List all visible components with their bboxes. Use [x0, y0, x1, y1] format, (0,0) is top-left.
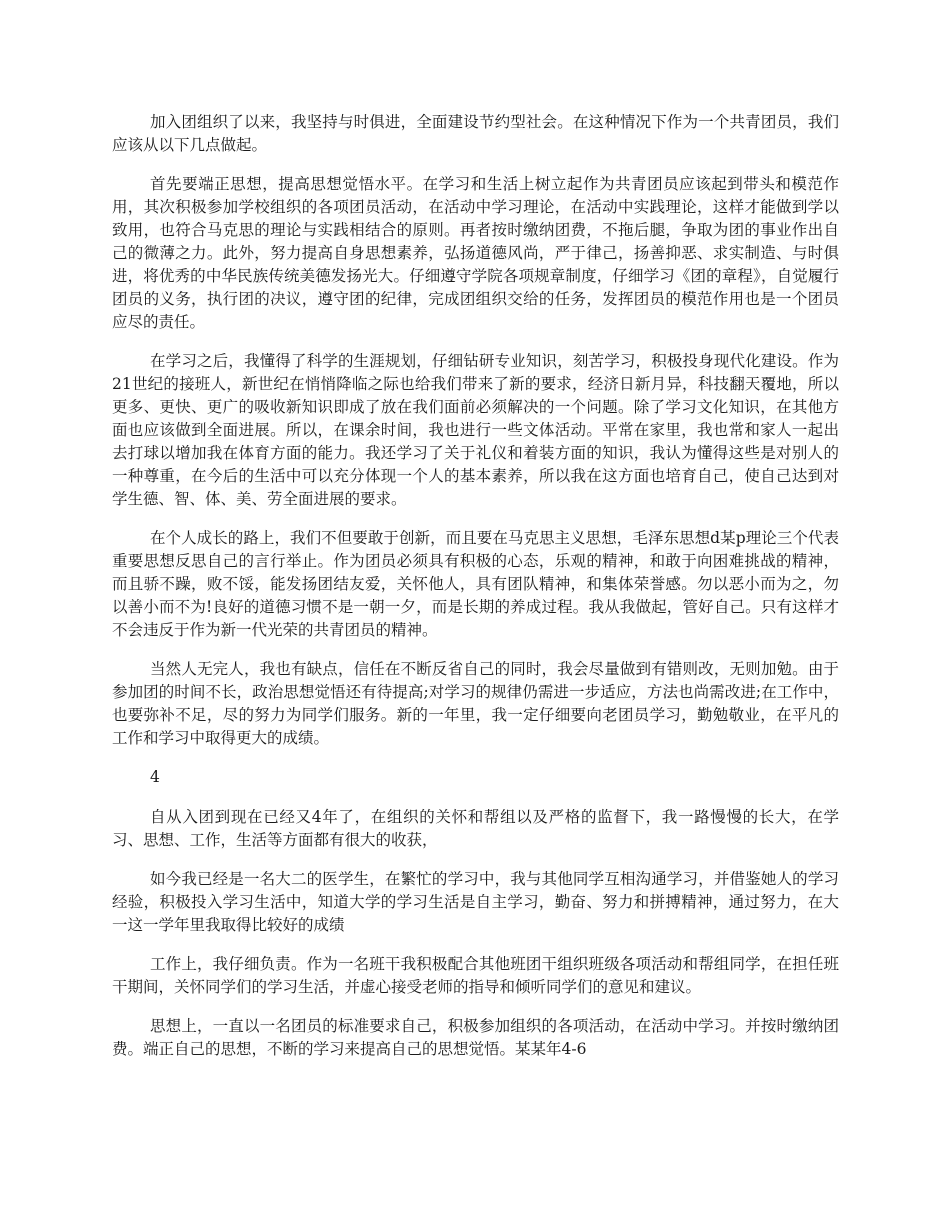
paragraph-6: 自从入团到现在已经又4年了，在组织的关怀和帮组以及严格的监督下，我一路慢慢的长大，在学习、思想、工作，生活等方面都有很大的收获， — [112, 808, 839, 849]
document-body — [112, 111, 839, 1077]
paragraph-3: 在学习之后，我懂得了科学的生涯规划，仔细钻研专业知识，刻苦学习，积极投身现代化建设。作为21世纪的接班人，新世纪在悄悄降临之际也给我们带来了新的要求，经济日新月异，科技翻天覆地，所以更多、更快、更广的吸收新知识即成了放在我们面前必须解决的一个问题。除了学习文化知识，在其他方面也应该做到全面进展。所以，在课余时间，我也进行一些文体活动。平常在家里，我也常和家人一起出去打球以增加我在体育方面的能力。我还学习了关于礼仪和着装方面的知识，我认为懂得这些是对别人的一种尊重，在今后的生活中可以充分体现一个人的基本素养，所以我在这方面也培育自己，使自己达到对学生德、智、体、美、劳全面进展的要求。 — [112, 352, 839, 508]
paragraph-7: 如今我已经是一名大二的医学生，在繁忙的学习中，我与其他同学互相沟通学习，并借鉴她人的学习经验，积极投入学习生活中，知道大学的学习生活是自主学习，勤奋、努力和拼搏精神，通过努力，在大一这一学年里我取得比较好的成绩 — [112, 870, 839, 934]
paragraph-9: 思想上，一直以一名团员的标准要求自己，积极参加组织的各项活动，在活动中学习。并按时缴纳团费。端正自己的思想，不断的学习来提高自己的思想觉悟。某某年4-6 — [112, 1017, 839, 1058]
section-number: 4 — [150, 768, 160, 786]
paragraph-1: 加入团组织了以来，我坚持与时俱进，全面建设节约型社会。在这种情况下作为一个共青团员，我们应该从以下几点做起。 — [112, 113, 839, 154]
paragraph-5: 当然人无完人，我也有缺点，信任在不断反省自己的同时，我会尽量做到有错则改，无则加勉。由于参加团的时间不长，政治思想觉悟还有待提高;对学习的规律仍需进一步适应，方法也尚需改进;在工作中，也要弥补不足，尽的努力为同学们服务。新的一年里，我一定仔细要向老团员学习，勤勉敬业，在平凡的工作和学习中取得更大的成绩。 — [112, 660, 839, 747]
paragraph-4: 在个人成长的路上，我们不但要敢于创新，而且要在马克思主义思想，毛泽东思想d某p理论三个代表重要思想反思自己的言行举止。作为团员必须具有积极的心态，乐观的精神，和敢于向困难挑战的精神，而且骄不躁，败不馁，能发扬团结友爱，关怀他人，具有团队精神，和集体荣誉感。勿以恶小而为之，勿以善小而不为!良好的道德习惯不是一朝一夕，而是长期的养成过程。我从我做起，管好自己。只有这样才不会违反于作为新一代光荣的共青团员的精神。 — [112, 529, 839, 639]
paragraph-8: 工作上，我仔细负责。作为一名班干我积极配合其他班团干组织班级各项活动和帮组同学，在担任班干期间，关怀同学们的学习生活，并虚心接受老师的指导和倾听同学们的意见和建议。 — [112, 955, 839, 996]
paragraph-2: 首先要端正思想，提高思想觉悟水平。在学习和生活上树立起作为共青团员应该起到带头和模范作用，其次积极参加学校组织的各项团员活动，在活动中学习理论，在活动中实践理论，这样才能做到学以致用，也符合马克思的理论与实践相结合的原则。再者按时缴纳团费，不拖后腿，争取为团的事业作出自己的微薄之力。此外，努力提高自身思想素养，弘扬道德风尚，严于律己，扬善抑恶、求实制造、与时俱进，将优秀的中华民族传统美德发扬光大。仔细遵守学院各项规章制度，仔细学习《团的章程》，自觉履行团员的义务，执行团的决议，遵守团的纪律，完成团组织交给的任务，发挥团员的模范作用也是一个团员应尽的责任。 — [112, 175, 839, 331]
